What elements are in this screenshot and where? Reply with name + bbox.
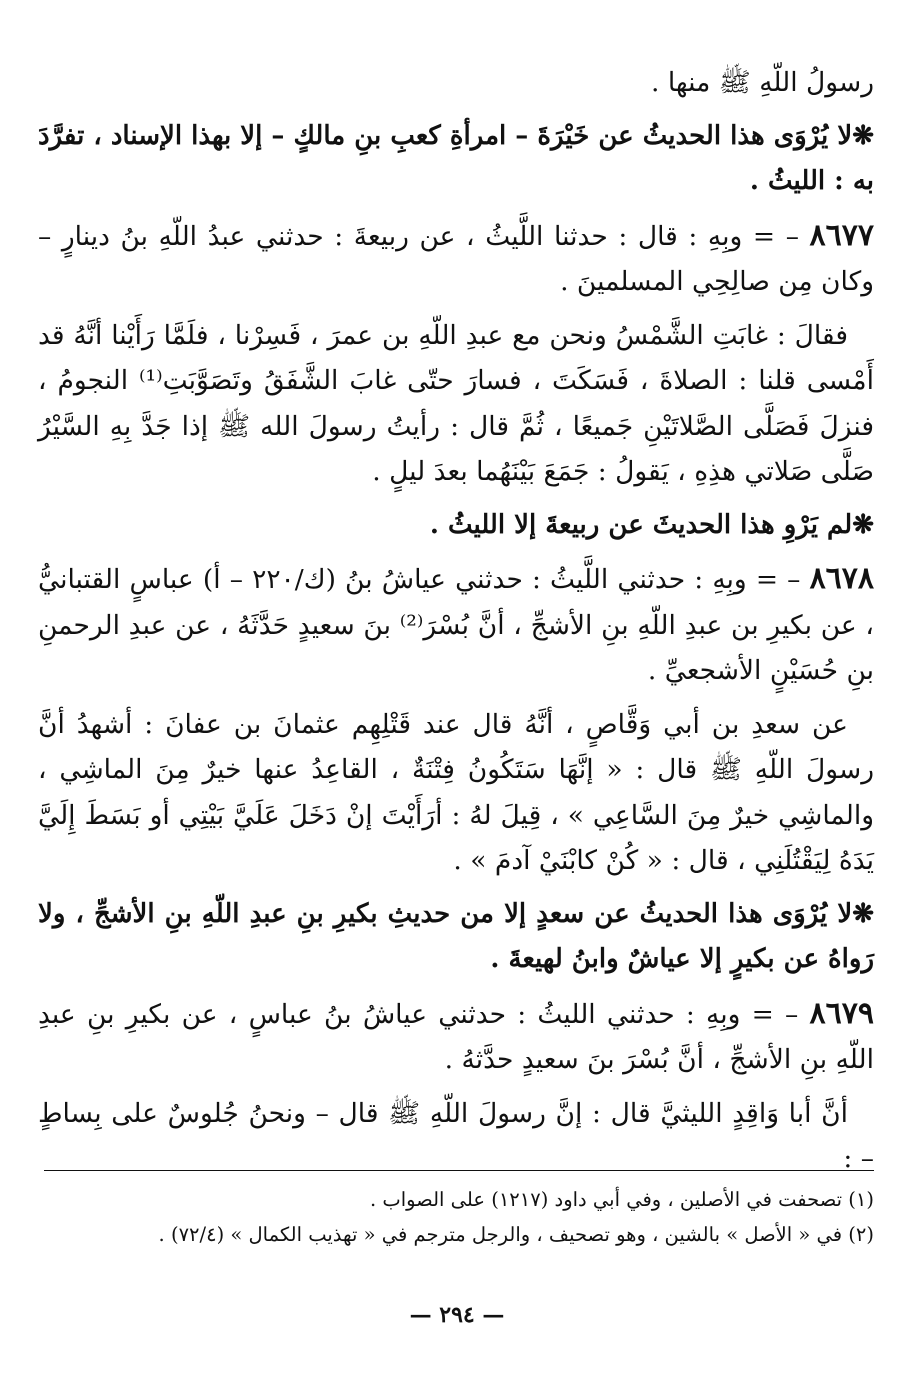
footnote-2: (٢) في « الأصل » بالشين ، وهو تصحيف ، والرجل مترجم في « تهذيب الكمال » (٧٢/٤) . [158, 1223, 874, 1246]
hadith-matn [38, 313, 874, 495]
hadith-isnad: – = وبِهِ : حدثني اللَّيثُ : حدثني عياشُ بنُ (ك/٢٢٠ – أ) عباسٍ القتبانيُّ ، عن بكيرِ بن عبدِ اللّهِ بنِ الأشجِّ ، أنَّ بُسْرَ⁽²⁾ بنَ سعيدٍ حَدَّثَهُ ، عن عبدِ الرحمنِ بنِ حُسَيْنٍ الأشجعيِّ . [38, 564, 874, 686]
matn-text: عن سعدِ بن أبي وَقَّاصٍ ، أنَّهُ قال عند قَتْلِهِم عثمانَ بن عفانَ : أشهدُ أنَّ رسولَ اللّهِ ﷺ قال : « إنَّهَا سَتَكُونُ فِتْنَةٌ ، القاعِدُ عنها خيرٌ مِنَ الماشِي ، والماشِي خيرٌ مِنَ السَّاعِي » ، قِيلَ لهُ : أرَأَيْتَ إنْ دَخَلَ عَلَيَّ بَيْتِي أو بَسَطَ إِلَيَّ يَدَهُ لِيَقْتُلَنِي ، قال : « كُنْ كابْنَيْ آدمَ » . [38, 708, 874, 876]
footnotes [38, 1182, 874, 1252]
paragraph-continuation [38, 60, 874, 106]
page-body [38, 60, 874, 1190]
commentary-note [38, 503, 874, 549]
hadith-number: ٨٦٧٨ [809, 561, 875, 596]
hadith-isnad: – = وبِهِ : قال : حدثنا اللَّيثُ ، عن ربيعةَ : حدثني عبدُ اللّهِ بنُ دينارٍ – وكان مِن صالِحِي المسلمينَ . [38, 220, 874, 297]
matn-text: فقالَ : غابَتِ الشَّمْسُ ونحن مع عبدِ اللّهِ بن عمرَ ، فَسِرْنا ، فلَمَّا رَأَيْنا أنَّهُ قد أَمْسى قلنا : الصلاةَ ، فَسَكَتَ ، فسارَ حتّى غابَ الشَّفَقُ وتَصَوَّبَتِ⁽¹⁾ النجومُ ، فنزلَ فَصَلَّى الصَّلاتَيْنِ جَميعًا ، ثُمَّ قال : رأيتُ رسولَ الله ﷺ إذا جَدَّ بِهِ السَّيْرُ صَلَّى صَلاتي هذِهِ ، يَقولُ : جَمَعَ بَيْنَهُما بعدَ ليلٍ . [38, 319, 874, 487]
hadith-isnad: – = وبِهِ : حدثني الليثُ : حدثني عياشُ بنُ عباسٍ ، عن بكيرِ بنِ عبدِ اللّهِ بنِ الأشجِّ ، أنَّ بُسْرَ بنَ سعيدٍ حدَّثهُ . [38, 998, 874, 1075]
commentary-text: ❋لا يُرْوَى هذا الحديثُ عن خَيْرَةَ – امرأةِ كعبِ بنِ مالكٍ – إلا بهذا الإسناد ، تفرَّدَ به : الليثُ . [38, 120, 874, 196]
footnote-divider [44, 1170, 874, 1171]
commentary-note [38, 892, 874, 983]
hadith-8679 [38, 991, 874, 1083]
page-number: — ٢٩٤ — [409, 1302, 505, 1328]
hadith-matn [38, 1091, 874, 1182]
commentary-note [38, 114, 874, 205]
hadith-8677 [38, 213, 874, 305]
hadith-8678 [38, 556, 874, 694]
commentary-text: ❋لم يَرْوِ هذا الحديثَ عن ربيعةَ إلا الليثُ . [429, 509, 874, 540]
footnote-1: (١) تصحفت في الأصلين ، وفي أبي داود (١٢١٧) على الصواب . [369, 1188, 874, 1211]
hadith-matn [38, 702, 874, 884]
paragraph-text: رسولُ اللّهِ ﷺ منها . [651, 67, 874, 98]
hadith-number: ٨٦٧٧ [809, 217, 874, 253]
hadith-number: ٨٦٧٩ [809, 995, 874, 1031]
matn-text: أنَّ أبا وَاقِدٍ الليثيَّ قال : إنَّ رسولَ اللّهِ ﷺ قال – ونحنُ جُلوسٌ على بِساطٍ – : [38, 1097, 874, 1174]
commentary-text: ❋لا يُرْوَى هذا الحديثُ عن سعدٍ إلا من حديثِ بكيرِ بنِ عبدِ اللّهِ بنِ الأشجِّ ، ولا رَواهُ عن بكيرٍ إلا عياشٌ وابنُ لهيعةَ . [38, 898, 874, 974]
